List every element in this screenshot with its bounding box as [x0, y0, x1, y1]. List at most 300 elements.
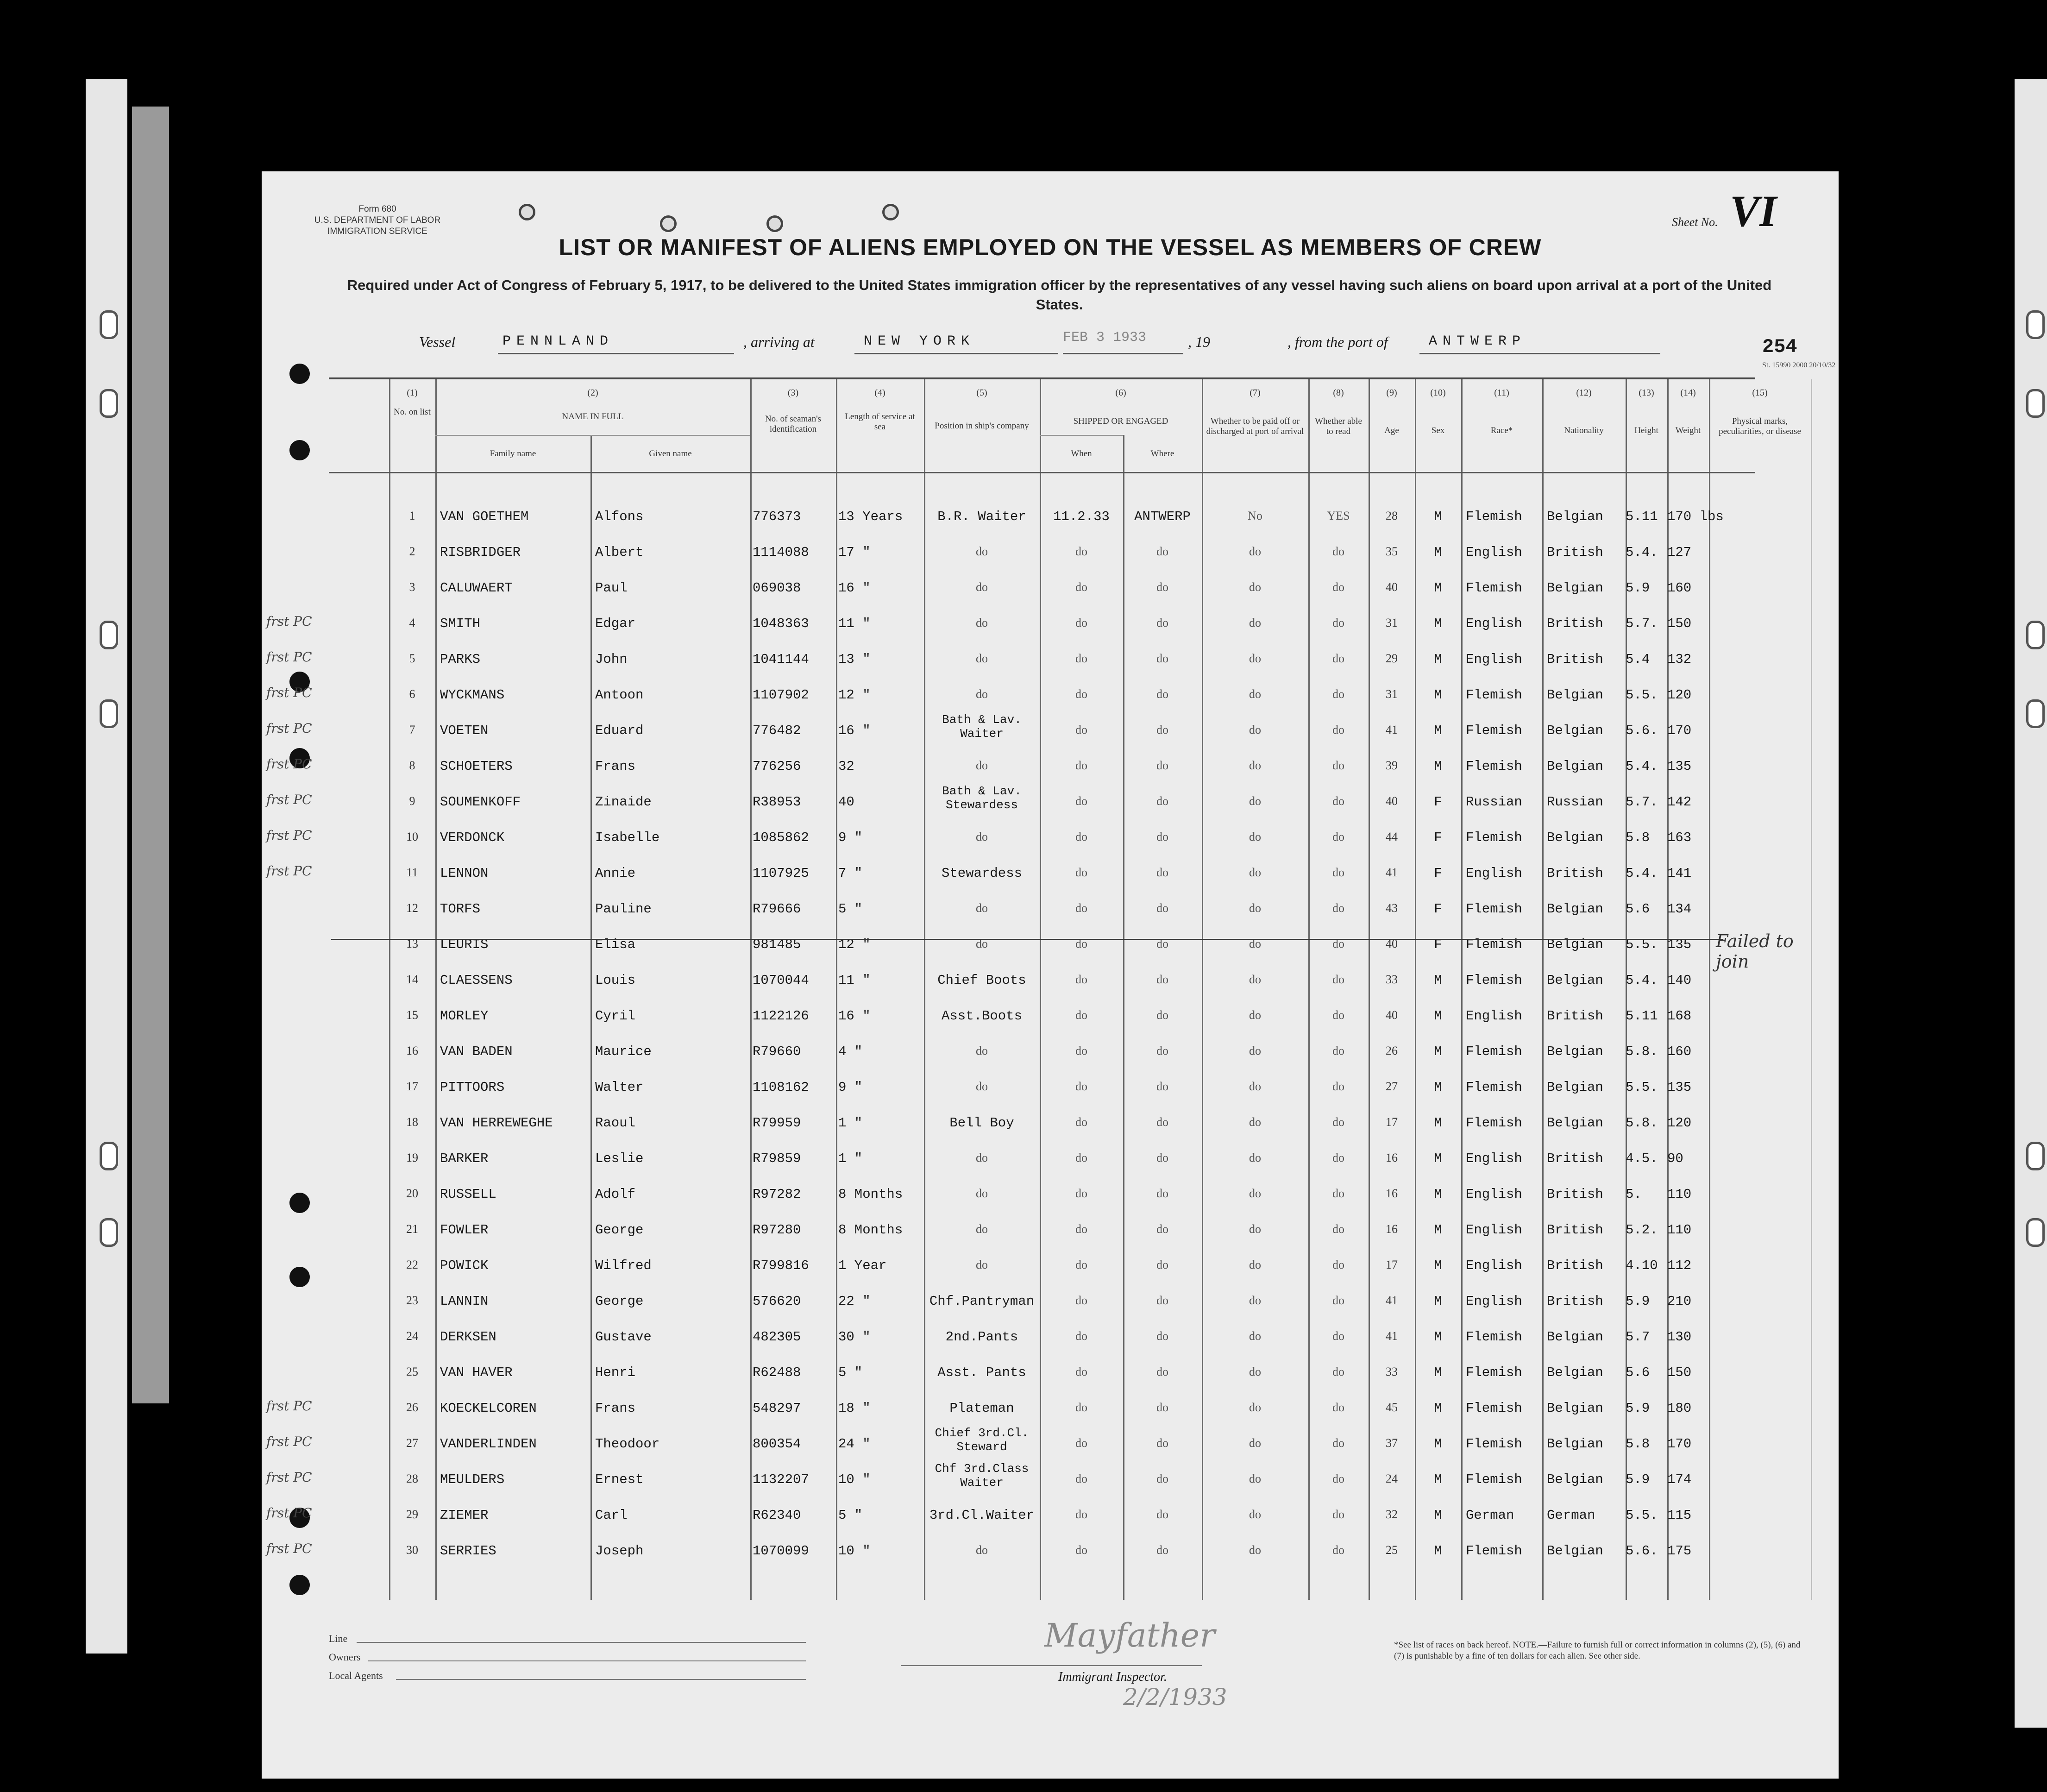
cell-race: English: [1466, 616, 1522, 631]
header-when: When: [1071, 449, 1092, 459]
departure-port: ANTWERP: [1429, 333, 1526, 349]
cell-sex: M: [1434, 687, 1442, 703]
cell-where: do: [1156, 1044, 1168, 1057]
cell-seaman-id: R38953: [753, 794, 801, 810]
cell-race: Flemish: [1466, 830, 1522, 845]
cell-nationality: Belgian: [1547, 1436, 1603, 1452]
cell-given-name: Adolf: [595, 1187, 636, 1202]
cell-where: do: [1156, 1401, 1168, 1414]
cell-family-name: CALUWAERT: [440, 580, 513, 596]
cell-able-read: do: [1332, 1436, 1344, 1450]
cell-able-read: do: [1332, 687, 1344, 701]
cell-seaman-id: 1070099: [753, 1543, 809, 1559]
column-number: (5): [976, 388, 987, 398]
cell-no: 14: [406, 973, 418, 986]
cell-nationality: Belgian: [1547, 1115, 1603, 1131]
form-identifier: [294, 204, 461, 237]
cell-race: Flemish: [1466, 687, 1522, 703]
cell-when: do: [1075, 1258, 1087, 1271]
cell-sex: F: [1434, 901, 1442, 917]
cell-weight: 120: [1667, 1115, 1692, 1131]
cell-race: Flemish: [1466, 509, 1522, 524]
table-row: [266, 713, 1755, 759]
cell-family-name: CLAESSENS: [440, 973, 513, 988]
adjacent-page-shadow-left: [132, 107, 169, 1403]
cell-weight: 112: [1667, 1258, 1692, 1273]
cell-no: 18: [406, 1115, 418, 1129]
cell-weight: 90: [1667, 1151, 1683, 1166]
cell-length-service: 1 ": [838, 1151, 863, 1166]
cell-seaman-id: 1107902: [753, 687, 809, 703]
cell-able-read: do: [1332, 937, 1344, 950]
footer-agents-label: Local Agents: [329, 1670, 383, 1681]
cell-sex: M: [1434, 1080, 1442, 1095]
cell-race: English: [1466, 652, 1522, 667]
header-height: Height: [1634, 426, 1658, 435]
cell-given-name: Albert: [595, 545, 644, 560]
cell-age: 40: [1386, 937, 1398, 950]
cell-when: do: [1075, 652, 1087, 665]
column-number: (12): [1576, 388, 1592, 398]
margin-note: frst PC: [266, 1505, 312, 1521]
table-row: [329, 545, 1755, 580]
cell-race: English: [1466, 1151, 1522, 1166]
arrival-port: NEW YORK: [864, 333, 975, 349]
row-13-strikethrough: [331, 939, 1723, 940]
table-row: [329, 580, 1755, 616]
margin-note: frst PC: [266, 863, 312, 879]
cell-nationality: British: [1547, 652, 1603, 667]
cell-length-service: 17 ": [838, 545, 871, 560]
binding-hole: [2026, 1218, 2045, 1247]
cell-length-service: 22 ": [838, 1294, 871, 1309]
cell-length-service: 9 ": [838, 830, 863, 845]
cell-position: Plateman: [949, 1401, 1014, 1416]
column-number: (10): [1430, 388, 1446, 398]
cell-paid-off: do: [1249, 1436, 1261, 1450]
cell-given-name: Louis: [595, 973, 636, 988]
cell-age: 40: [1386, 580, 1398, 594]
cell-sex: M: [1434, 509, 1442, 524]
cell-no: 30: [406, 1543, 418, 1557]
cell-nationality: Belgian: [1547, 723, 1603, 738]
header-sex: Sex: [1431, 426, 1445, 435]
cell-age: 16: [1386, 1151, 1398, 1164]
table-row: [329, 1294, 1755, 1329]
cell-family-name: VOETEN: [440, 723, 489, 738]
cell-height: 5.5.: [1626, 937, 1658, 952]
cell-nationality: Belgian: [1547, 759, 1603, 774]
column-rule: [1811, 379, 1812, 1600]
cell-weight: 150: [1667, 1365, 1692, 1380]
failed-to-join-remark: Failed to join: [1716, 931, 1794, 972]
cell-where: do: [1156, 1329, 1168, 1343]
cell-weight: 115: [1667, 1508, 1692, 1523]
cell-height: 5.8: [1626, 830, 1650, 845]
cell-height: 4.10: [1626, 1258, 1658, 1273]
cell-no: 23: [406, 1294, 418, 1307]
cell-paid-off: do: [1249, 1543, 1261, 1557]
inspector-date: 2/2/1933: [1123, 1684, 1227, 1710]
sheet-number-value: VI: [1730, 186, 1777, 236]
cell-weight: 174: [1667, 1472, 1692, 1487]
header-rule: [435, 435, 750, 436]
cell-where: do: [1156, 1472, 1168, 1485]
cell-height: 5.7.: [1626, 616, 1658, 631]
header-name-in-full: NAME IN FULL: [562, 412, 624, 421]
cell-family-name: FOWLER: [440, 1222, 489, 1238]
cell-able-read: do: [1332, 1222, 1344, 1236]
cell-seaman-id: 800354: [753, 1436, 801, 1452]
cell-when: do: [1075, 723, 1087, 736]
cell-when: do: [1075, 616, 1087, 629]
cell-length-service: 4 ": [838, 1044, 863, 1059]
cell-weight: 180: [1667, 1401, 1692, 1416]
cell-sex: M: [1434, 1365, 1442, 1380]
cell-family-name: RUSSELL: [440, 1187, 496, 1202]
cell-race: Flemish: [1466, 1115, 1522, 1131]
cell-position: do: [976, 1222, 988, 1236]
footer-owners-label: Owners: [329, 1651, 361, 1663]
header-seaman-id: No. of seaman's identification: [765, 414, 822, 434]
cell-height: 5.8.: [1626, 1044, 1658, 1059]
cell-given-name: John: [595, 652, 628, 667]
cell-given-name: Alfons: [595, 509, 644, 524]
cell-age: 29: [1386, 652, 1398, 665]
cell-when: do: [1075, 830, 1087, 843]
cell-height: 5.11: [1626, 1008, 1658, 1024]
cell-when: do: [1075, 545, 1087, 558]
cell-given-name: Frans: [595, 1401, 636, 1416]
cell-position: do: [976, 937, 988, 950]
cell-age: 39: [1386, 759, 1398, 772]
vessel-label: Vessel: [419, 333, 456, 350]
cell-able-read: do: [1332, 1472, 1344, 1485]
cell-weight: 163: [1667, 830, 1692, 845]
cell-race: Flemish: [1466, 1080, 1522, 1095]
cell-race: English: [1466, 1258, 1522, 1273]
cell-position: do: [976, 1044, 988, 1057]
cell-no: 22: [406, 1258, 418, 1271]
cell-family-name: WYCKMANS: [440, 687, 505, 703]
cell-length-service: 18 ": [838, 1401, 871, 1416]
cell-paid-off: do: [1249, 1508, 1261, 1521]
tack-mark: [882, 204, 899, 220]
cell-nationality: Belgian: [1547, 1472, 1603, 1487]
cell-seaman-id: R97282: [753, 1187, 801, 1202]
cell-when: do: [1075, 1472, 1087, 1485]
cell-paid-off: do: [1249, 616, 1261, 629]
cell-paid-off: do: [1249, 1472, 1261, 1485]
cell-no: 20: [406, 1187, 418, 1200]
cell-age: 41: [1386, 1294, 1398, 1307]
cell-nationality: Belgian: [1547, 937, 1603, 952]
cell-weight: 127: [1667, 545, 1692, 560]
cell-position: do: [976, 652, 988, 665]
margin-note: frst PC: [266, 1541, 312, 1556]
cell-no: 17: [406, 1080, 418, 1093]
cell-no: 26: [406, 1401, 418, 1414]
cell-where: do: [1156, 1151, 1168, 1164]
header-rule: [1040, 435, 1123, 436]
cell-family-name: RISBRIDGER: [440, 545, 521, 560]
cell-when: do: [1075, 1401, 1087, 1414]
cell-paid-off: do: [1249, 901, 1261, 915]
cell-race: Flemish: [1466, 1044, 1522, 1059]
cell-where: do: [1156, 1258, 1168, 1271]
cell-given-name: Eduard: [595, 723, 644, 738]
cell-height: 5.9: [1626, 1401, 1650, 1416]
cell-sex: M: [1434, 1401, 1442, 1416]
cell-able-read: do: [1332, 1294, 1344, 1307]
column-number: (13): [1639, 388, 1654, 398]
cell-paid-off: do: [1249, 973, 1261, 986]
cell-family-name: SCHOETERS: [440, 759, 513, 774]
cell-given-name: Edgar: [595, 616, 636, 631]
cell-weight: 175: [1667, 1543, 1692, 1559]
cell-length-service: 32: [838, 759, 854, 774]
cell-seaman-id: 1085862: [753, 830, 809, 845]
cell-sex: M: [1434, 1258, 1442, 1273]
table-row: [329, 1008, 1755, 1044]
cell-length-service: 16 ": [838, 580, 871, 596]
cell-where: do: [1156, 687, 1168, 701]
cell-seaman-id: 1048363: [753, 616, 809, 631]
cell-race: Flemish: [1466, 759, 1522, 774]
cell-race: Flemish: [1466, 580, 1522, 596]
cell-length-service: 40: [838, 794, 854, 810]
cell-family-name: DERKSEN: [440, 1329, 496, 1345]
cell-nationality: Belgian: [1547, 687, 1603, 703]
cell-paid-off: do: [1249, 652, 1261, 665]
cell-height: 5.4.: [1626, 973, 1658, 988]
cell-able-read: do: [1332, 652, 1344, 665]
cell-paid-off: do: [1249, 687, 1261, 701]
cell-sex: M: [1434, 973, 1442, 988]
cell-able-read: do: [1332, 1401, 1344, 1414]
cell-age: 40: [1386, 794, 1398, 808]
cell-able-read: do: [1332, 866, 1344, 879]
cell-family-name: VERDONCK: [440, 830, 505, 845]
cell-no: 12: [406, 901, 418, 915]
cell-nationality: Belgian: [1547, 1365, 1603, 1380]
arriving-label: , arriving at: [743, 333, 815, 350]
cell-given-name: Wilfred: [595, 1258, 652, 1273]
cell-able-read: do: [1332, 1115, 1344, 1129]
margin-note: frst PC: [266, 614, 312, 629]
cell-weight: 141: [1667, 866, 1692, 881]
cell-able-read: do: [1332, 1080, 1344, 1093]
cell-nationality: British: [1547, 1187, 1603, 1202]
cell-position: Stewardess: [941, 866, 1023, 881]
cell-position: do: [976, 545, 988, 558]
cell-age: 35: [1386, 545, 1398, 558]
cell-where: do: [1156, 1115, 1168, 1129]
cell-family-name: PARKS: [440, 652, 481, 667]
cell-length-service: 16 ": [838, 1008, 871, 1024]
cell-nationality: British: [1547, 1008, 1603, 1024]
cell-seaman-id: 1070044: [753, 973, 809, 988]
cell-seaman-id: R79959: [753, 1115, 801, 1131]
tack-mark: [766, 215, 783, 232]
column-number: (1): [407, 388, 418, 398]
binding-hole: [100, 1218, 118, 1247]
cell-height: 5.6: [1626, 1365, 1650, 1380]
cell-height: 5.8: [1626, 1436, 1650, 1452]
cell-length-service: 11 ": [838, 973, 871, 988]
cell-nationality: Belgian: [1547, 509, 1603, 524]
cell-height: 5.4.: [1626, 759, 1658, 774]
cell-height: 5.4.: [1626, 866, 1658, 881]
column-number: (4): [874, 388, 885, 398]
cell-sex: M: [1434, 580, 1442, 596]
inspector-label: Immigrant Inspector.: [1058, 1670, 1167, 1684]
cell-paid-off: do: [1249, 1222, 1261, 1236]
margin-note: frst PC: [266, 1470, 312, 1485]
punch-hole: [289, 1267, 310, 1287]
cell-position: Chf.Pantryman: [929, 1294, 1035, 1309]
cell-no: 6: [409, 687, 415, 701]
footer-owners-rule: [368, 1660, 806, 1661]
header-family-name: Family name: [490, 449, 536, 459]
cell-where: do: [1156, 901, 1168, 915]
cell-paid-off: do: [1249, 580, 1261, 594]
cell-paid-off: No: [1248, 509, 1262, 522]
table-row: [329, 1080, 1755, 1115]
cell-when: do: [1075, 1080, 1087, 1093]
cell-length-service: 12 ": [838, 687, 871, 703]
cell-position: Asst.Boots: [941, 1008, 1023, 1024]
cell-height: 5.9: [1626, 580, 1650, 596]
cell-family-name: VAN BADEN: [440, 1044, 513, 1059]
cell-position: do: [976, 1543, 988, 1557]
cell-able-read: do: [1332, 794, 1344, 808]
sheet-number-label: Sheet No.: [1672, 215, 1718, 229]
stock-code: St. 15990 2000 20/10/32: [1762, 361, 1836, 369]
table-row: [329, 1115, 1755, 1151]
cell-nationality: Belgian: [1547, 830, 1603, 845]
cell-where: do: [1156, 723, 1168, 736]
cell-able-read: do: [1332, 1187, 1344, 1200]
cell-when: do: [1075, 1222, 1087, 1236]
cell-given-name: Carl: [595, 1508, 628, 1523]
cell-weight: 135: [1667, 1080, 1692, 1095]
cell-no: 7: [409, 723, 415, 736]
cell-when: do: [1075, 1329, 1087, 1343]
cell-sex: M: [1434, 616, 1442, 631]
header-bottom-rule: [329, 472, 1755, 473]
binding-hole: [100, 310, 118, 339]
cell-nationality: Russian: [1547, 794, 1603, 810]
cell-where: do: [1156, 794, 1168, 808]
cell-when: do: [1075, 580, 1087, 594]
document-title: LIST OR MANIFEST OF ALIENS EMPLOYED ON THE VESSEL AS MEMBERS OF CREW: [559, 234, 1542, 260]
table-row: [266, 756, 1755, 794]
cell-sex: M: [1434, 759, 1442, 774]
cell-age: 16: [1386, 1222, 1398, 1236]
document-subtitle: Required under Act of Congress of February 5, 1917, to be delivered to the United States immigration officer by the representatives of any vessel having such aliens on board upon arrival at a port of the United States.: [347, 277, 1772, 313]
cell-where: ANTWERP: [1134, 509, 1191, 524]
cell-family-name: BARKER: [440, 1151, 489, 1166]
cell-where: do: [1156, 866, 1168, 879]
cell-no: 15: [406, 1008, 418, 1022]
table-row: [266, 784, 1755, 830]
cell-length-service: 9 ": [838, 1080, 863, 1095]
cell-no: 24: [406, 1329, 418, 1343]
cell-nationality: Belgian: [1547, 901, 1603, 917]
cell-able-read: do: [1332, 545, 1344, 558]
cell-when: do: [1075, 1187, 1087, 1200]
form-number: Form 680: [358, 204, 396, 214]
port-label: , from the port of: [1287, 333, 1388, 350]
cell-nationality: Belgian: [1547, 1401, 1603, 1416]
cell-seaman-id: 1132207: [753, 1472, 809, 1487]
cell-no: 5: [409, 652, 415, 665]
punch-hole: [289, 440, 310, 460]
cell-height: 4.5.: [1626, 1151, 1658, 1166]
cell-when: do: [1075, 1115, 1087, 1129]
table-row: [329, 509, 1755, 545]
cell-able-read: do: [1332, 1044, 1344, 1057]
cell-able-read: do: [1332, 1508, 1344, 1521]
binding-hole: [100, 1142, 118, 1170]
cell-where: do: [1156, 1543, 1168, 1557]
cell-when: do: [1075, 1294, 1087, 1307]
cell-paid-off: do: [1249, 937, 1261, 950]
margin-note: frst PC: [266, 1434, 312, 1449]
cell-position: Asst. Pants: [937, 1365, 1026, 1380]
table-row: [266, 828, 1755, 866]
cell-able-read: do: [1332, 1008, 1344, 1022]
cell-when: do: [1075, 973, 1087, 986]
cell-race: English: [1466, 1222, 1522, 1238]
cell-family-name: VAN HAVER: [440, 1365, 513, 1380]
binding-hole: [2026, 310, 2045, 339]
cell-height: 5.7.: [1626, 794, 1658, 810]
cell-given-name: George: [595, 1294, 644, 1309]
cell-paid-off: do: [1249, 1151, 1261, 1164]
cell-seaman-id: 981485: [753, 937, 801, 952]
cell-position: do: [976, 759, 988, 772]
cell-race: Flemish: [1466, 973, 1522, 988]
cell-seaman-id: 1108162: [753, 1080, 809, 1095]
cell-age: 17: [1386, 1115, 1398, 1129]
cell-able-read: do: [1332, 1329, 1344, 1343]
cell-length-service: 16 ": [838, 723, 871, 738]
cell-length-service: 13 Years: [838, 509, 903, 524]
tack-mark: [660, 215, 677, 232]
cell-family-name: LEURIS: [440, 937, 489, 952]
footer-note: *See list of races on back hereof. NOTE.—Failure to furnish full or correct information in columns (2), (5), (6) and (7) is punishable by a fine of ten dollars for each alien. See other side.: [1394, 1640, 1801, 1661]
cell-seaman-id: R79660: [753, 1044, 801, 1059]
table-row: [329, 1329, 1755, 1365]
cell-seaman-id: 069038: [753, 580, 801, 596]
cell-given-name: Leslie: [595, 1151, 644, 1166]
margin-note: frst PC: [266, 1398, 312, 1414]
binding-hole: [100, 389, 118, 418]
cell-nationality: Belgian: [1547, 973, 1603, 988]
cell-sex: M: [1434, 1329, 1442, 1345]
cell-paid-off: do: [1249, 794, 1261, 808]
cell-no: 27: [406, 1436, 418, 1450]
cell-weight: 110: [1667, 1187, 1692, 1202]
table-row: [266, 1541, 1755, 1579]
cell-sex: M: [1434, 1187, 1442, 1202]
cell-where: do: [1156, 1187, 1168, 1200]
cell-no: 16: [406, 1044, 418, 1057]
cell-able-read: do: [1332, 759, 1344, 772]
cell-age: 17: [1386, 1258, 1398, 1271]
